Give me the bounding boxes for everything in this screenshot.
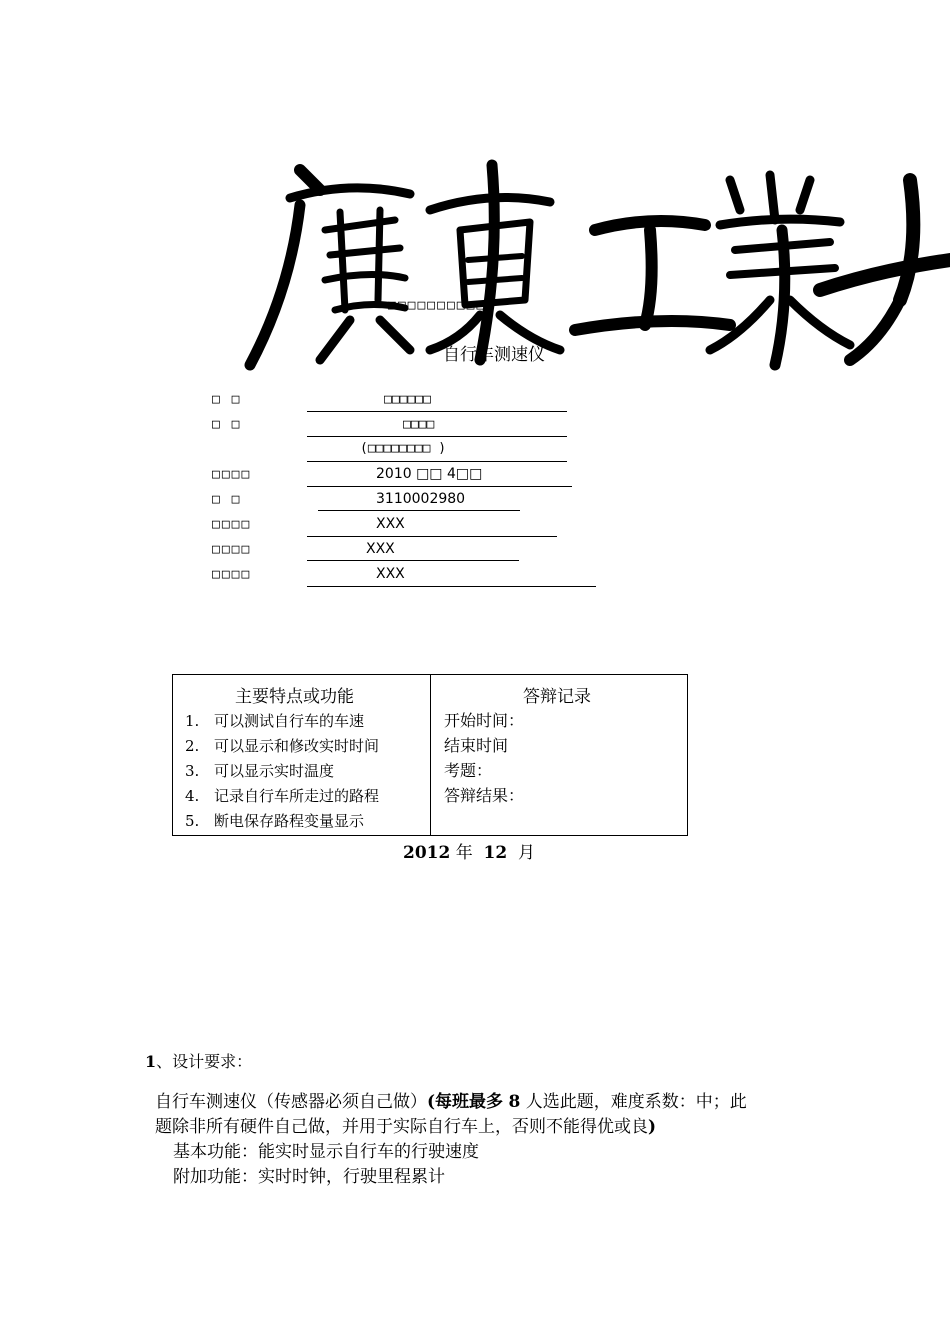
info-value-1: □□□□□□ (384, 392, 431, 407)
underline-4 (307, 486, 572, 487)
record-end-time: 结束时间 (444, 736, 509, 755)
info-value-5: 3110002980 (376, 491, 466, 507)
info-label-2: □ □ (212, 417, 242, 432)
feature-number: 4. (185, 787, 200, 805)
info-value-2: □□□□ (403, 417, 435, 432)
info-label-5: □ □ (212, 492, 242, 507)
feature-number: 1. (185, 712, 200, 730)
feature-item (185, 810, 364, 831)
date-month-unit: 月 (518, 843, 536, 863)
feature-item (185, 760, 334, 781)
record-question: 考题： (444, 761, 493, 780)
feature-text: 断电保存路程变量显示 (214, 812, 365, 830)
info-value-3: (□□□□□□□□ ) (360, 441, 447, 456)
info-label-1: □ □ (212, 392, 242, 407)
feature-number: 5. (185, 812, 200, 830)
info-value-7: XXX (366, 541, 395, 557)
date-month: 12 (483, 843, 508, 863)
info-label-6: □□□□ (212, 517, 252, 532)
underline-7 (307, 560, 519, 561)
info-value-6: XXX (376, 516, 405, 532)
underline-5 (318, 510, 520, 511)
feature-text: 可以显示和修改实时时间 (214, 737, 380, 755)
requirement-line-2: 题除非所有硬件自己做，并用于实际自行车上，否则不能得优或良) (155, 1117, 657, 1137)
info-label-7: □□□□ (212, 542, 252, 557)
document-title: 自行车测速仪 (443, 345, 545, 365)
subtitle-garbled-text: □□□□□□□□□□ (388, 298, 487, 313)
record-start-time: 开始时间： (444, 711, 525, 730)
feature-number: 2. (185, 737, 200, 755)
underline-6 (307, 536, 557, 537)
extra-function: 附加功能：实时时钟，行驶里程累计 (173, 1167, 445, 1187)
section-heading (145, 1049, 252, 1072)
underline-3 (307, 461, 567, 462)
feature-text: 可以测试自行车的车速 (214, 712, 365, 730)
document-date (403, 838, 535, 863)
date-year-unit: 年 (455, 843, 473, 863)
info-label-4: □□□□ (212, 467, 252, 482)
underline-2 (307, 436, 567, 437)
table-divider (430, 675, 431, 835)
info-label-8: □□□□ (212, 567, 252, 582)
feature-number: 3. (185, 762, 200, 780)
info-value-8: XXX (376, 566, 405, 582)
section-title: 、设计要求： (156, 1052, 253, 1071)
feature-text: 可以显示实时温度 (214, 762, 335, 780)
record-result: 答辩结果： (444, 786, 525, 805)
underline-1 (307, 411, 567, 412)
basic-function: 基本功能：能实时显示自行车的行驶速度 (173, 1142, 479, 1162)
university-calligraphy-logo (230, 150, 950, 380)
feature-text: 记录自行车所走过的路程 (214, 787, 380, 805)
section-number: 1 (145, 1052, 157, 1071)
requirement-line-1: 自行车测速仪（传感器必须自己做）(每班最多 8 人选此题，难度系数：中；此 (155, 1092, 747, 1112)
underline-8 (307, 586, 596, 587)
defense-record-header: 答辩记录 (523, 687, 591, 707)
feature-item (185, 785, 379, 806)
feature-item (185, 735, 379, 756)
date-year: 2012 (403, 843, 451, 863)
feature-item (185, 710, 364, 731)
features-header: 主要特点或功能 (235, 687, 354, 707)
info-value-4: 2010 □□ 4□□ (376, 466, 483, 482)
features-defense-table (172, 674, 688, 836)
